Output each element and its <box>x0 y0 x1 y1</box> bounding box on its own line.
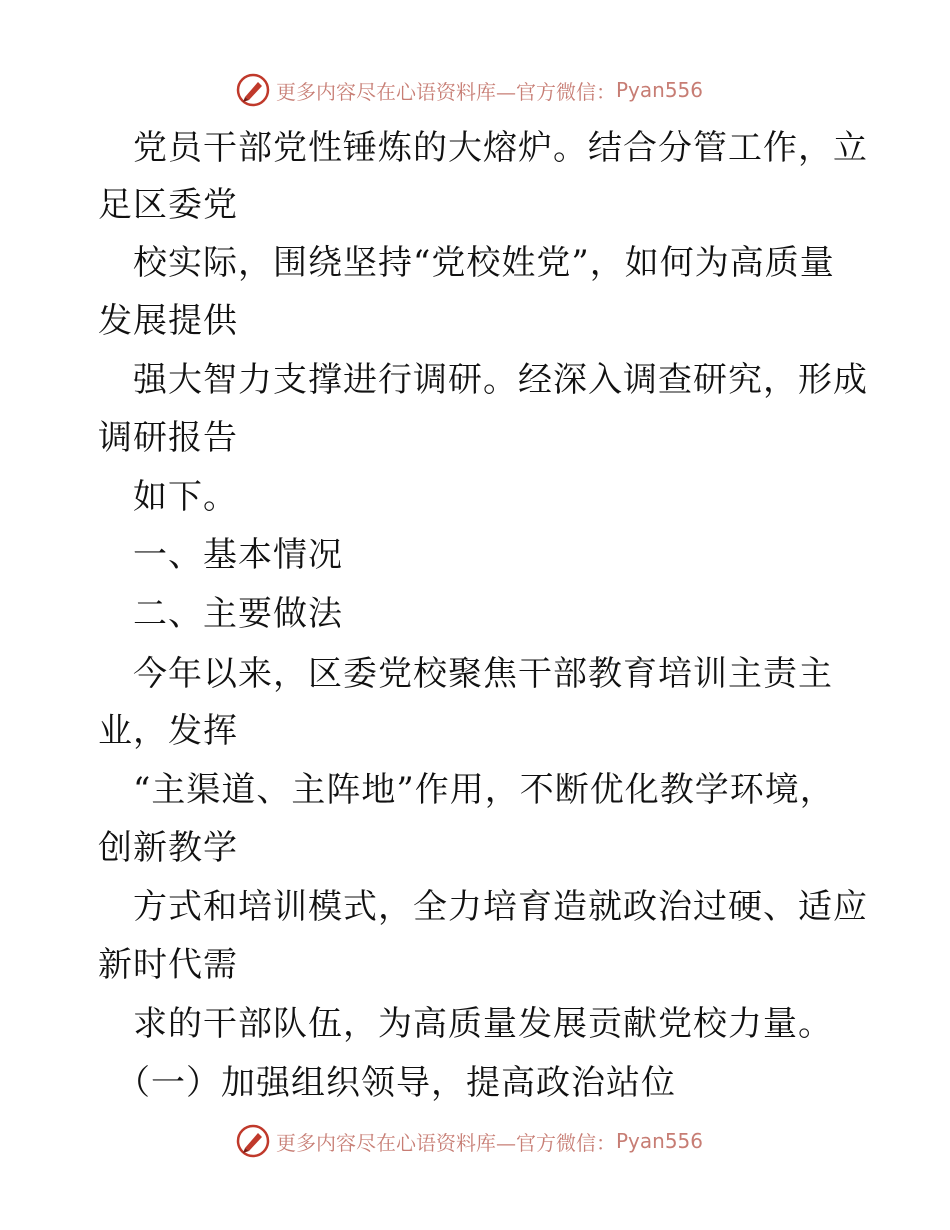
watermark-wechat-id: Pyan556 <box>616 78 704 102</box>
text-line: 方式和培训模式，全力培育造就政治过硬、适应 <box>98 887 868 927</box>
text-line: 求的干部队伍，为高质量发展贡献党校力量。 <box>98 1004 833 1044</box>
text-line: “主渠道、主阵地”作用，不断优化教学环境， <box>98 770 835 810</box>
text-line: 足区委党 <box>98 185 238 225</box>
text-line: 创新教学 <box>98 828 238 868</box>
pen-seal-icon <box>236 1124 270 1158</box>
text-line: 新时代需 <box>98 945 238 985</box>
text-line: 今年以来，区委党校聚焦干部教育培训主责主 <box>98 654 833 694</box>
watermark-text: 更多内容尽在心语资料库—官方微信： <box>276 79 616 104</box>
subsection-heading: （一）加强组织领导，提高政治站位 <box>98 1063 676 1103</box>
text-line: 党员干部党性锤炼的大熔炉。结合分管工作，立 <box>98 128 868 168</box>
section-heading: 二、主要做法 <box>98 594 343 634</box>
text-line: 强大智力支撑进行调研。经深入调查研究，形成 <box>98 360 868 400</box>
section-heading: 一、基本情况 <box>98 535 343 575</box>
text-line: 业，发挥 <box>98 711 238 751</box>
text-line: 校实际，围绕坚持“党校姓党”，如何为高质量 <box>98 243 835 283</box>
watermark-footer <box>236 1124 703 1158</box>
watermark-wechat-id: Pyan556 <box>616 1129 704 1153</box>
text-line: 如下。 <box>98 477 238 517</box>
text-line: 调研报告 <box>98 418 238 458</box>
watermark-text: 更多内容尽在心语资料库—官方微信： <box>276 1130 616 1155</box>
text-line: 发展提供 <box>98 301 238 341</box>
